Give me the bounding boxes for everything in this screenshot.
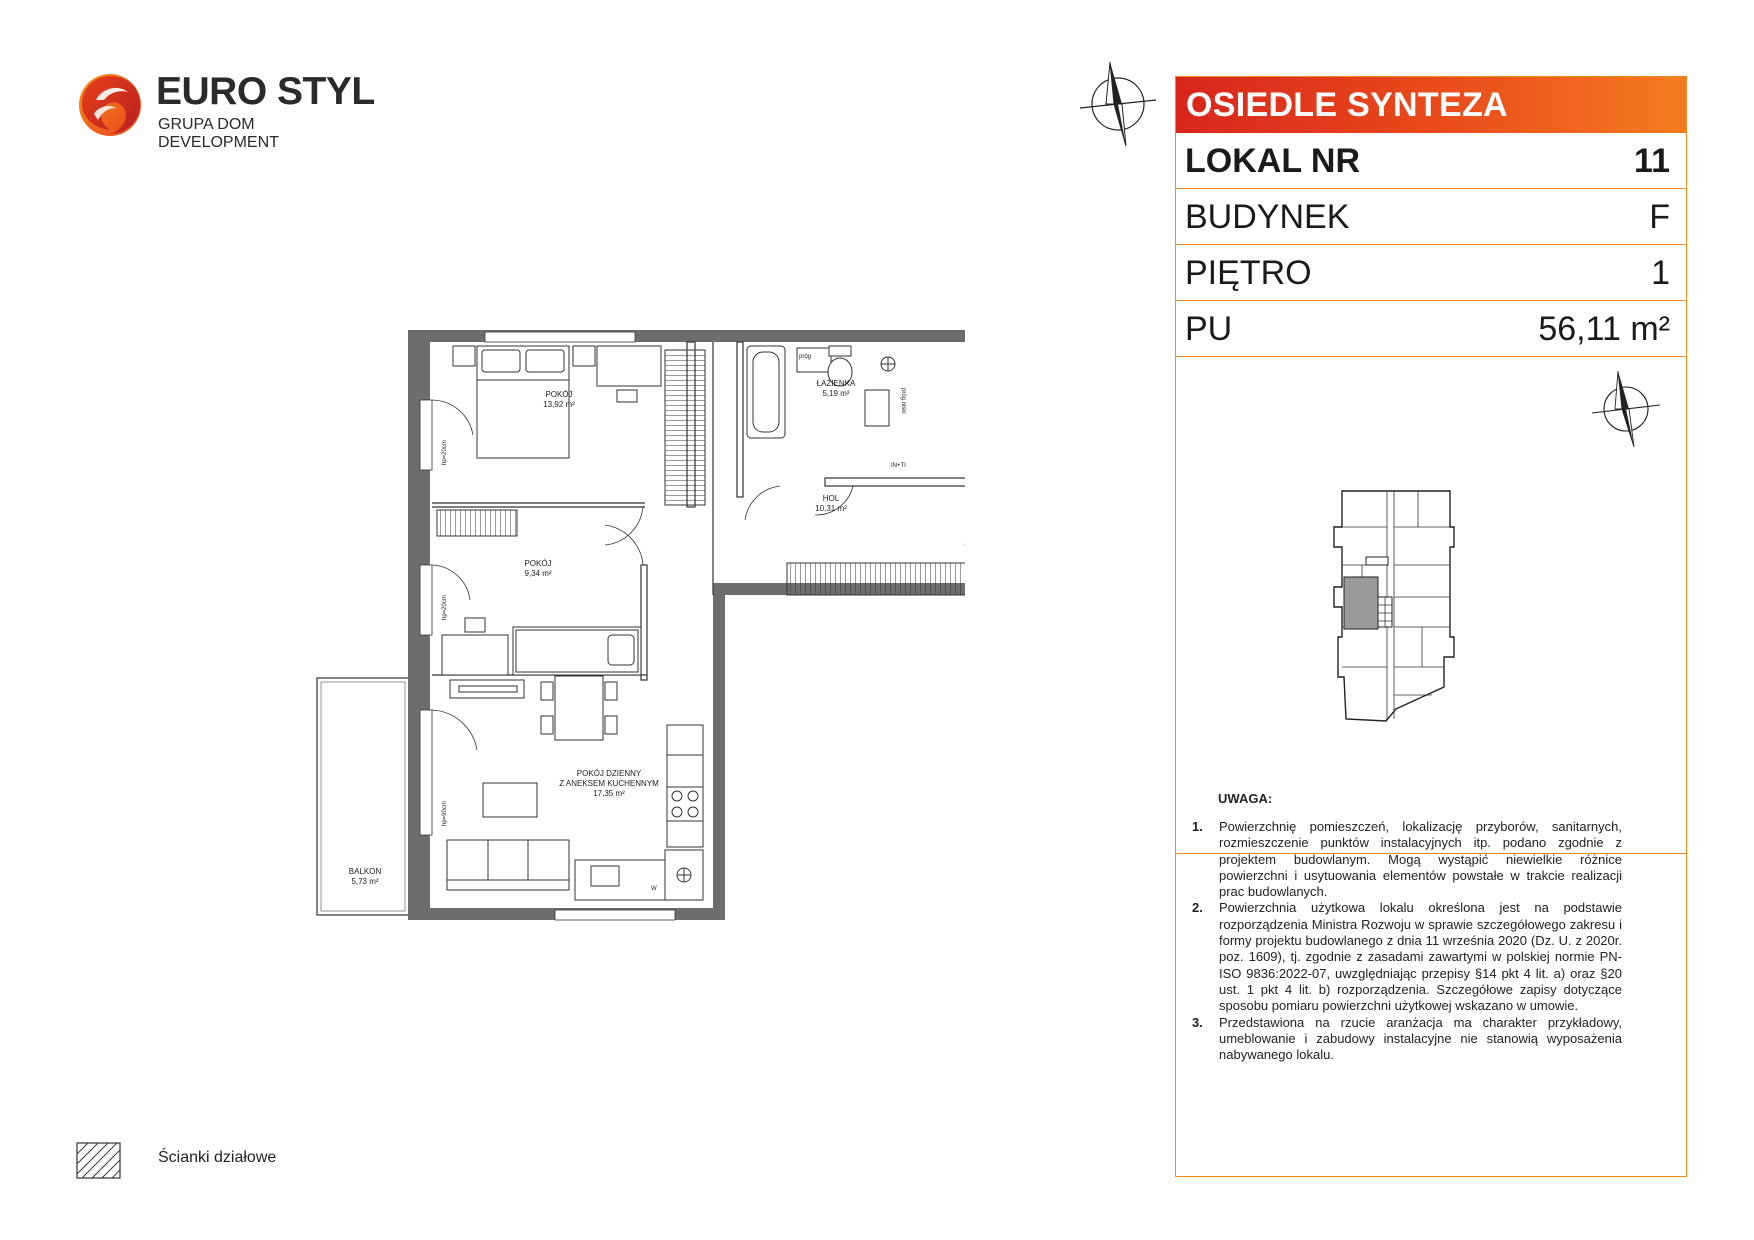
info-value: F bbox=[1649, 198, 1670, 236]
room-name: HOL bbox=[822, 494, 840, 503]
fixture-label: próg bbox=[799, 354, 812, 360]
note-number: 1. bbox=[1192, 819, 1203, 834]
wardrobe bbox=[787, 563, 965, 595]
note-number: 3. bbox=[1192, 1014, 1203, 1030]
info-label: LOKAL NR bbox=[1185, 142, 1361, 180]
company-logo bbox=[76, 70, 376, 151]
room-area: 9,34 m² bbox=[524, 569, 552, 578]
north-arrow-icon bbox=[1590, 367, 1662, 451]
hatch-swatch-icon bbox=[76, 1142, 122, 1180]
fixture-label: IN+TI bbox=[891, 463, 906, 469]
room-area: 5,73 m² bbox=[351, 877, 379, 886]
room-area: 17,35 m² bbox=[593, 789, 625, 798]
chair bbox=[617, 390, 637, 402]
logo-emblem-icon bbox=[76, 70, 146, 140]
building-outline bbox=[1332, 487, 1462, 727]
info-row-building bbox=[1176, 189, 1686, 245]
notes-title: UWAGA: bbox=[1218, 791, 1273, 806]
note-text: Powierzchnię pomieszczeń, lokalizację przyborów, sanitarnych, rozmieszczenie punktów instalacyjnych itp. podano zgodnie z projektem budowlanym. Mogą wystąpić niewielkie różnice powierzchni i usytuowania elementów powstałe w trakcie realizacji prac budowlanych. bbox=[1219, 819, 1622, 900]
info-label: PIĘTRO bbox=[1185, 254, 1312, 292]
note-item bbox=[1192, 900, 1622, 1014]
legend-label: Ścianki działowe bbox=[158, 1149, 277, 1166]
note-item bbox=[1192, 819, 1622, 900]
washing-machine bbox=[865, 390, 889, 426]
room-name: POKÓJ DZIENNY bbox=[576, 769, 642, 778]
room-area: 5,19 m² bbox=[822, 389, 850, 398]
room-name: POKÓJ bbox=[524, 559, 552, 568]
info-value: 56,11 m² bbox=[1538, 310, 1670, 348]
brand-name: EURO STYL bbox=[156, 70, 375, 113]
note-text: Przedstawiona na rzucie aranżacja ma charakter przykładowy, umeblowanie i zabudowy instalacyjne nie stanowią wyposażenia nabywanego lokalu. bbox=[1219, 1014, 1622, 1063]
info-label: PU bbox=[1185, 310, 1233, 348]
building-key-plan bbox=[1176, 357, 1686, 854]
notes-list bbox=[1192, 819, 1622, 1063]
room-name: POKÓJ bbox=[545, 390, 573, 399]
north-arrow-icon bbox=[1078, 58, 1158, 150]
partition-wall bbox=[665, 350, 705, 505]
room-name: Z ANEKSEM KUCHENNYM bbox=[559, 779, 659, 788]
brand-subtitle: GRUPA DOM DEVELOPMENT bbox=[158, 116, 279, 151]
sofa bbox=[447, 840, 569, 890]
fixture-label: W bbox=[651, 886, 657, 892]
info-label: BUDYNEK bbox=[1185, 198, 1350, 236]
wardrobe bbox=[437, 510, 517, 536]
window-sill-label: hp=90cm bbox=[442, 801, 448, 826]
room-area: 10,31 m² bbox=[815, 504, 847, 513]
window-sill-label: hp=20cm bbox=[442, 440, 448, 465]
fixture-label: próg niski bbox=[900, 388, 906, 414]
sink bbox=[591, 866, 619, 886]
note-number: 2. bbox=[1192, 900, 1203, 916]
info-row-floor bbox=[1176, 245, 1686, 301]
chair bbox=[465, 618, 485, 632]
note-text: Powierzchnia użytkowa lokalu określona jest na podstawie rozporządzenia Ministra Rozwoju w sprawie szczegółowego zakresu i formy projektu budowlanego z dnia 11 września 2020 (Dz. U. z 2020r. poz. 1609), tj. zgodnie z zasadami zawartymi w polskiej normie PN-ISO 9836:2022-07, uwzględniając przepisy §14 pkt 4 lit. a) oraz §20 ust. 1 pkt 4 lit. b) rozporządzenia. Szczegółowe zapisy dotyczące sposobu pomiaru powierzchni użytkowej wskazano w umowie. bbox=[1219, 900, 1622, 1014]
info-value: 1 bbox=[1651, 254, 1670, 292]
desk bbox=[597, 346, 661, 386]
info-row-unit bbox=[1176, 133, 1686, 189]
room-name: BALKON bbox=[348, 867, 382, 876]
room-name: ŁAZIENKA bbox=[816, 379, 856, 388]
desk bbox=[442, 635, 508, 675]
nightstand bbox=[573, 346, 595, 366]
coffee-table bbox=[483, 783, 537, 817]
highlighted-unit bbox=[1344, 577, 1378, 629]
note-item bbox=[1192, 1015, 1622, 1064]
dining-table bbox=[555, 676, 603, 740]
nightstand bbox=[453, 346, 475, 366]
info-value: 11 bbox=[1634, 142, 1670, 180]
info-row-area bbox=[1176, 301, 1686, 357]
estate-title: OSIEDLE SYNTEZA bbox=[1176, 77, 1686, 133]
room-area: 13,92 m² bbox=[543, 400, 575, 409]
washbasin bbox=[797, 348, 831, 372]
floor-plan bbox=[305, 320, 965, 945]
window-sill-label: hp=20cm bbox=[442, 595, 448, 620]
